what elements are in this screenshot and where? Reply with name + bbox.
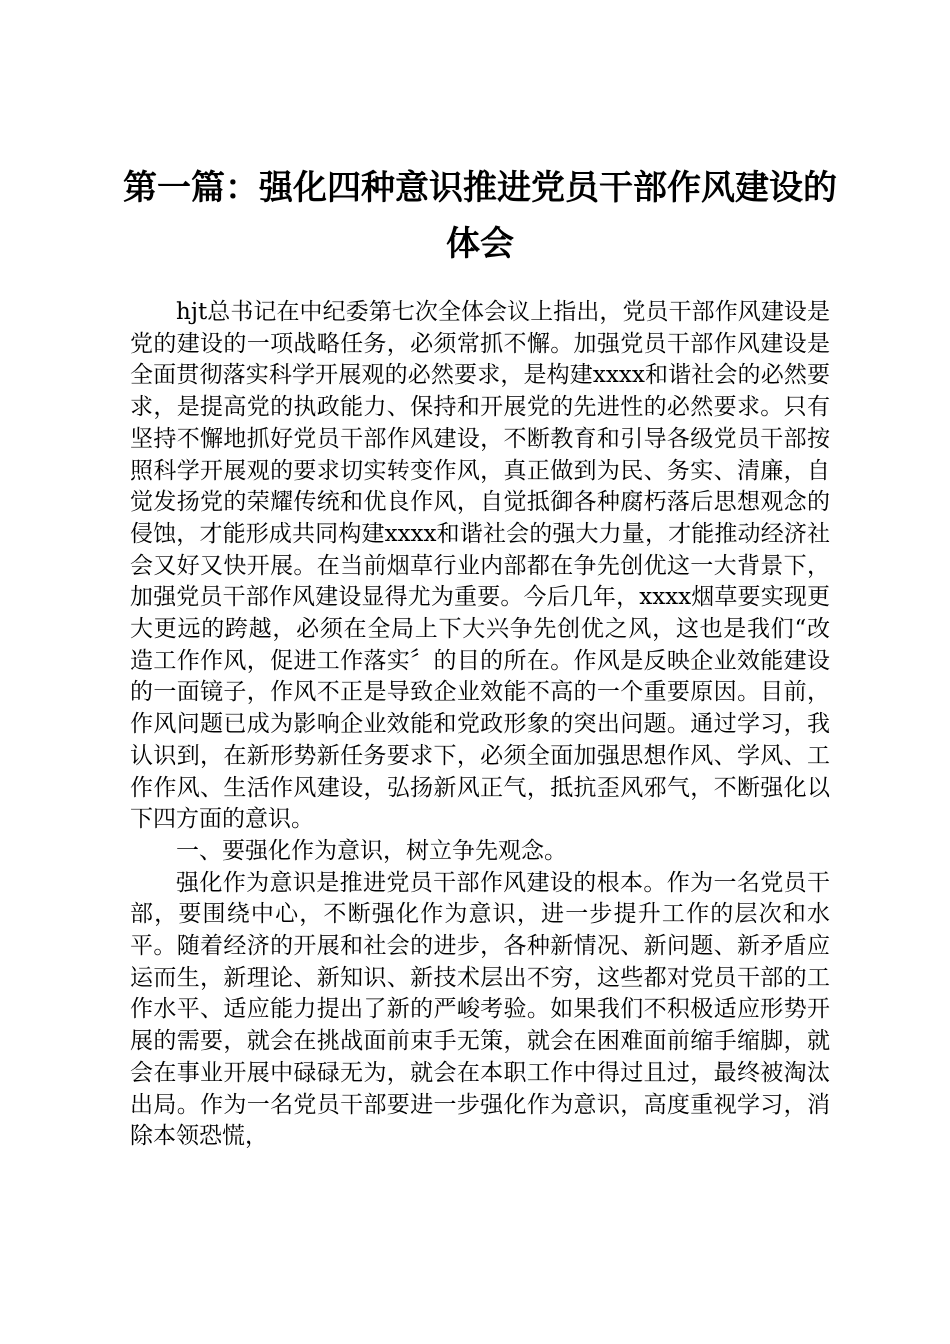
document-title: 第一篇：强化四种意识推进党员干部作风建设的体会 <box>123 168 837 264</box>
document-body <box>130 297 830 1153</box>
paragraph: 强化作为意识是推进党员干部作风建设的根本。作为一名党员干部，要围绕中心，不断强化作为意识，进一步提升工作的层次和水平。随着经济的开展和社会的进步，各种新情况、新问题、新矛盾应运而生，新理论、新知识、新技术层出不穷，这些都对党员干部的工作水平、适应能力提出了新的严峻考验。如果我们不积极适应形势开展的需要，就会在挑战面前束手无策，就会在困难面前缩手缩脚，就会在事业开展中碌碌无为，就会在本职工作中得过且过，最终被淘汰出局。作为一名党员干部要进一步强化作为意识，高度重视学习，消除本领恐慌， <box>130 869 830 1150</box>
paragraph: hjt总书记在中纪委第七次全体会议上指出，党员干部作风建设是党的建设的一项战略任务，必须常抓不懈。加强党员干部作风建设是全面贯彻落实科学开展观的必然要求，是构建xxxx和谐社会的必然要求，是提高党的执政能力、保持和开展党的先进性的必然要求。只有坚持不懈地抓好党员干部作风建设，不断教育和引导各级党员干部按照科学开展观的要求切实转变作风，真正做到为民、务实、清廉，自觉发扬党的荣耀传统和优良作风，自觉抵御各种腐朽落后思想观念的侵蚀，才能形成共同构建xxxx和谐社会的强大力量，才能推动经济社会又好又快开展。在当前烟草行业内部都在争先创优这一大背景下，加强党员干部作风建设显得尤为重要。今后几年，xxxx烟草要实现更大更远的跨越，必须在全局上下大兴争先创优之风，这也是我们“改造工作作风，促进工作落实〞的目的所在。作风是反映企业效能建设的一面镜子，作风不正是导致企业效能不高的一个重要原因。目前，作风问题已成为影响企业效能和党政形象的突出问题。通过学习，我认识到，在新形势新任务要求下，必须全面加强思想作风、学风、工作作风、生活作风建设，弘扬新风正气，抵抗歪风邪气，不断强化以下四方面的意识。 <box>130 299 830 833</box>
section-heading: 一、要强化作为意识，树立争先观念。 <box>176 837 567 864</box>
